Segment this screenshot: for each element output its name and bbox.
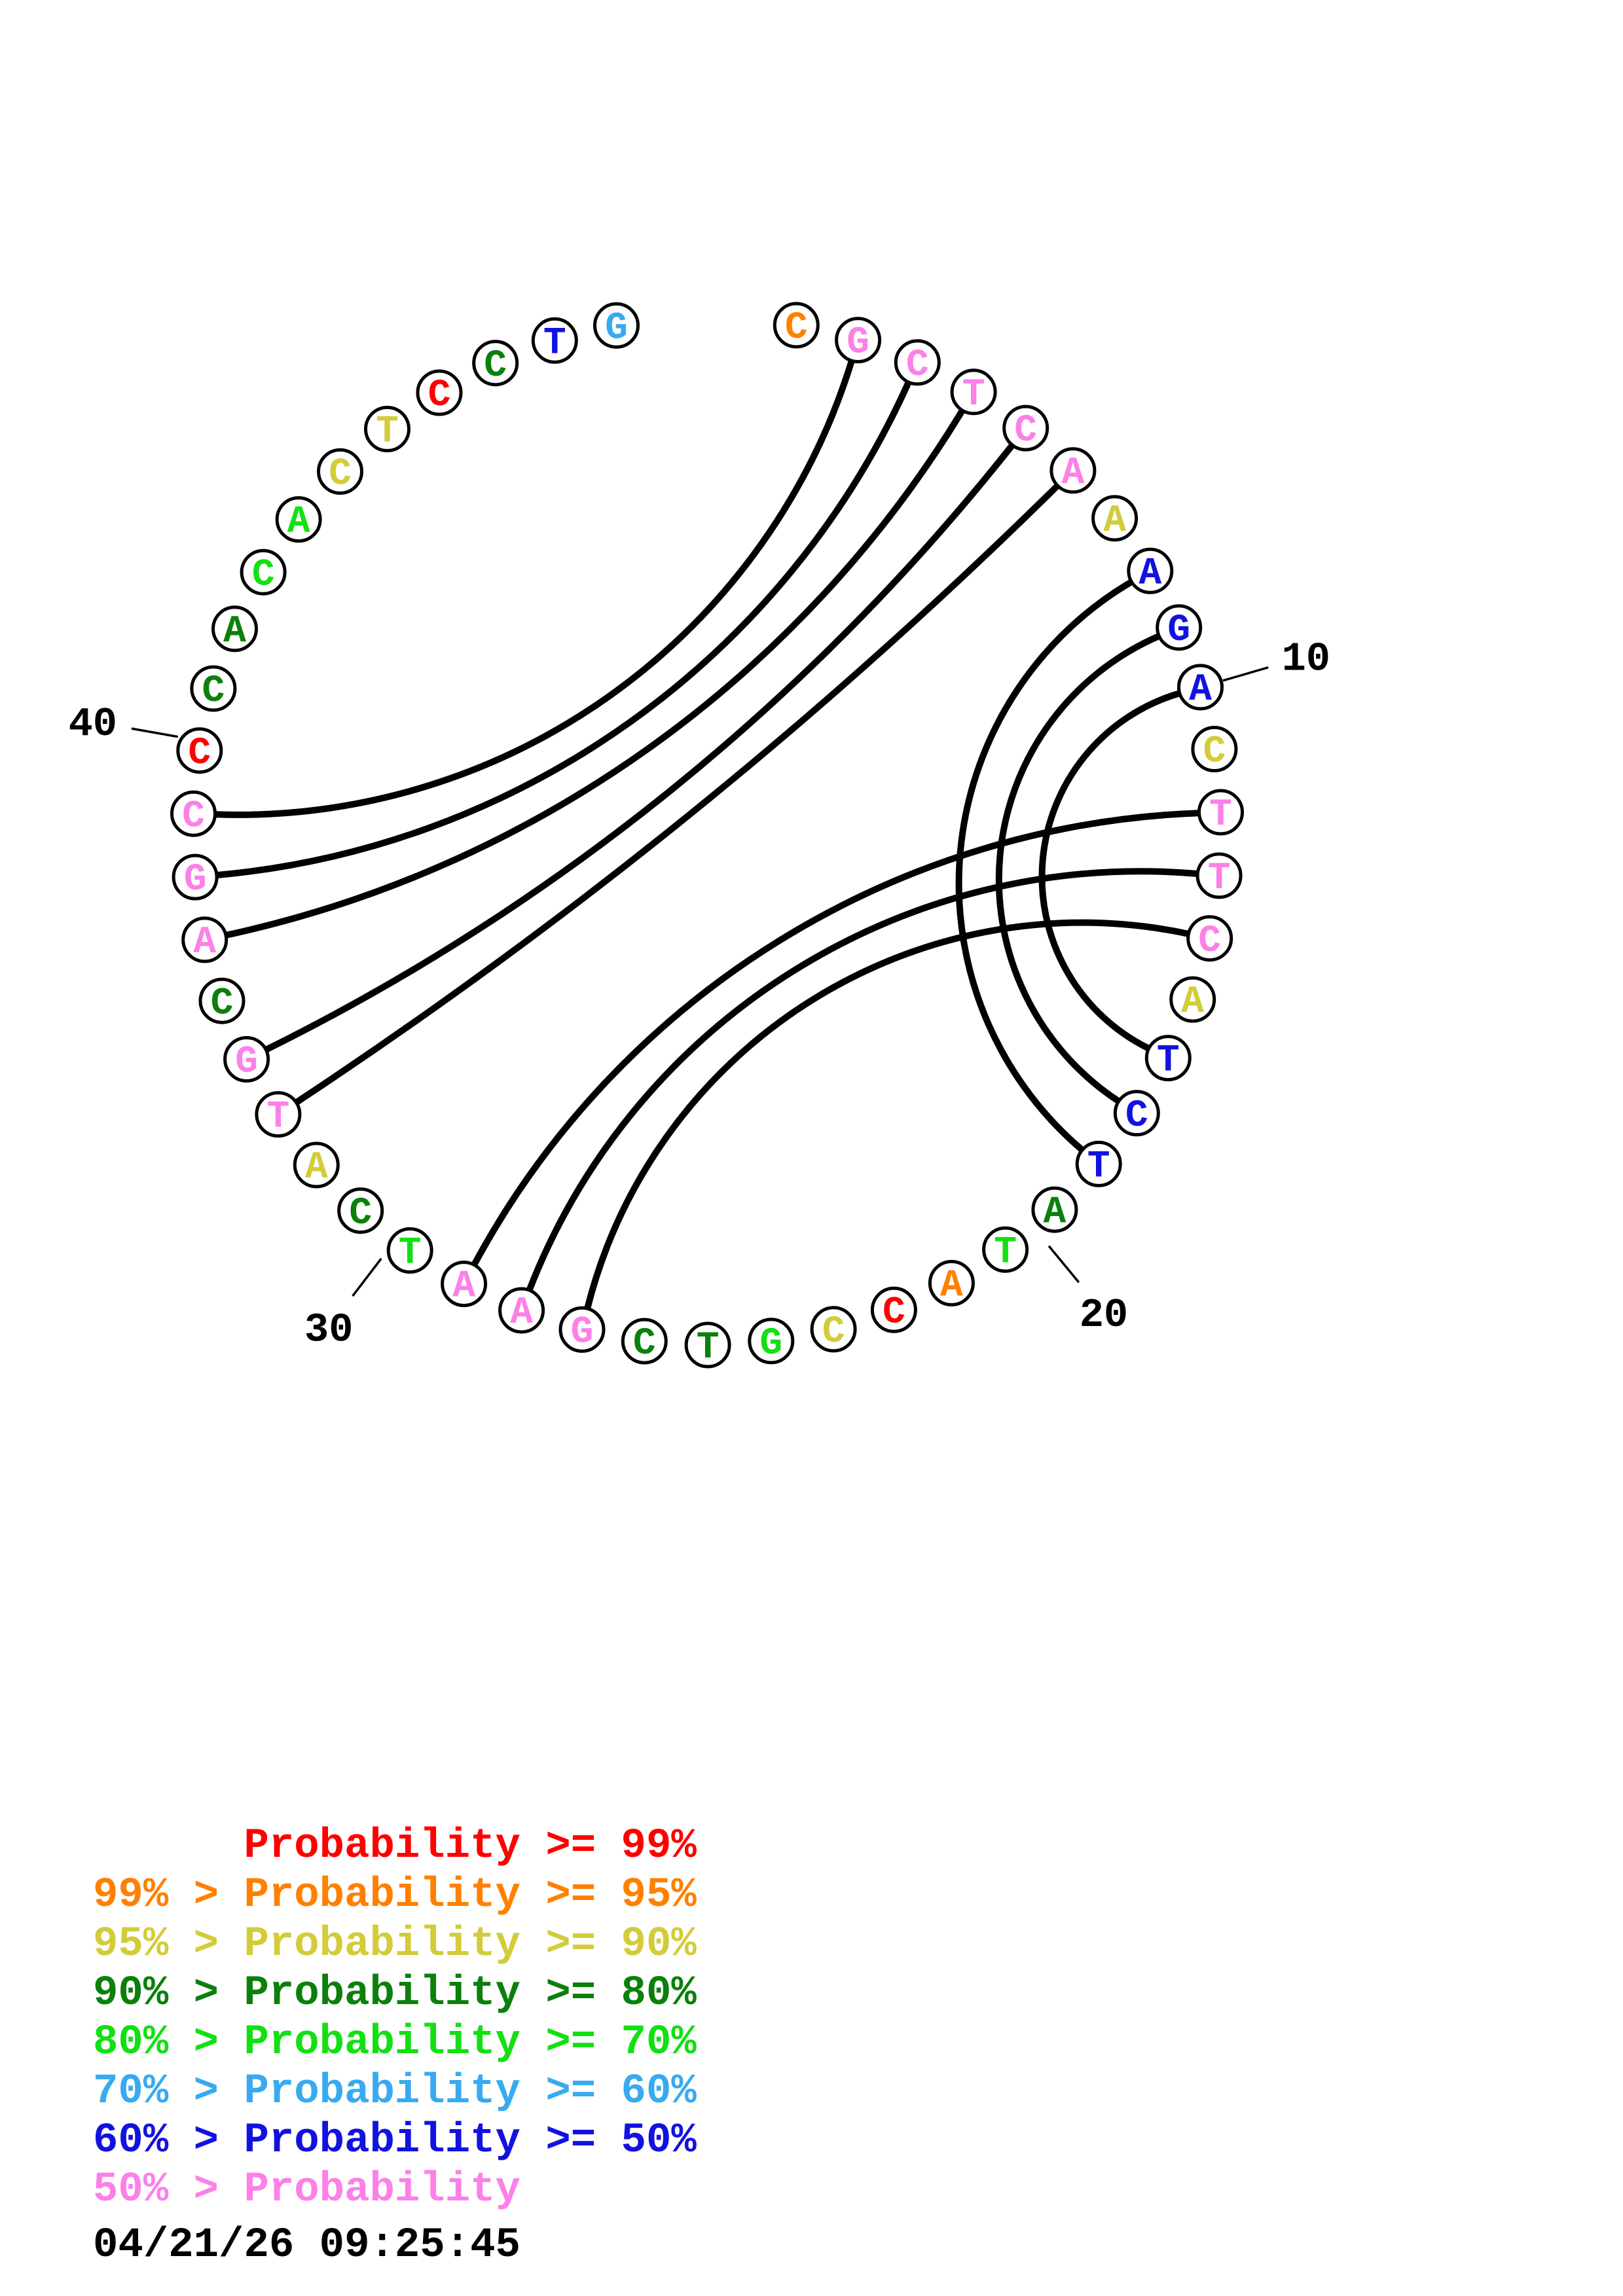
position-label: 30 xyxy=(304,1306,354,1354)
nucleotide-letter: C xyxy=(882,1291,905,1335)
nucleotide-letter: C xyxy=(349,1192,373,1235)
nucleotide-letter: G xyxy=(759,1323,783,1366)
nucleotide-letter: G xyxy=(605,307,628,350)
timestamp: 04/21/26 09:25:45 xyxy=(93,2222,520,2269)
nucleotide-letter: T xyxy=(266,1096,290,1139)
nucleotide-letter: A xyxy=(287,501,310,544)
nucleotide-letter: T xyxy=(1087,1145,1110,1189)
base-pair-arc xyxy=(215,361,852,815)
nucleotide-letter: A xyxy=(1139,552,1162,596)
nucleotide-letter: T xyxy=(1207,857,1231,901)
position-pointer-line xyxy=(1223,668,1268,681)
legend-row-prob-ge-99: Probability >= 99% xyxy=(93,1823,697,1870)
nucleotide-letter: T xyxy=(962,373,985,416)
nucleotide-letter: A xyxy=(1043,1191,1067,1234)
position-label: 10 xyxy=(1281,636,1331,683)
legend-row-prob-80-90: 90% > Probability >= 80% xyxy=(93,1970,697,2017)
nucleotide-letter: G xyxy=(1167,609,1191,652)
nucleotide-letter: C xyxy=(202,670,225,713)
nucleotide-letter: C xyxy=(822,1311,845,1354)
legend-row-prob-90-95: 95% > Probability >= 90% xyxy=(93,1921,697,1968)
position-label: 40 xyxy=(68,700,118,747)
nucleotide-letter: C xyxy=(784,307,808,350)
nucleotide-letter: A xyxy=(1181,981,1205,1024)
nucleotide-letter: T xyxy=(696,1327,720,1370)
nucleotide-letter: C xyxy=(1125,1094,1148,1138)
nucleotide-letter: G xyxy=(183,859,207,902)
base-pair-arc xyxy=(530,871,1198,1290)
legend-row-prob-95-99: 99% > Probability >= 95% xyxy=(93,1872,697,1919)
position-label: 20 xyxy=(1079,1292,1129,1339)
nucleotide-letter: G xyxy=(847,321,870,365)
position-pointer-line xyxy=(132,728,178,737)
base-pair-arc xyxy=(587,923,1188,1309)
nucleotide-letter: C xyxy=(905,344,929,387)
legend-row-prob-50-60: 60% > Probability >= 50% xyxy=(93,2117,697,2164)
nucleotide-letter: T xyxy=(376,410,399,454)
probability-legend xyxy=(93,1822,697,2215)
base-pair-arc xyxy=(474,813,1199,1265)
nucleotide-letter: A xyxy=(939,1265,963,1308)
nucleotide-letter: T xyxy=(398,1232,422,1275)
nucleotide-letter: C xyxy=(210,982,234,1026)
nucleotide-letter: A xyxy=(1061,452,1085,495)
nucleotide-letter: A xyxy=(452,1265,476,1308)
nucleotide-letter: A xyxy=(304,1147,328,1190)
nucleotide-letter: A xyxy=(1103,500,1127,543)
nucleotide-letter: C xyxy=(1203,730,1226,774)
nucleotide-letter: C xyxy=(1198,920,1222,963)
position-pointer-line xyxy=(353,1259,382,1296)
nucleotide-letter: A xyxy=(193,922,217,965)
legend-row-prob-70-80: 80% > Probability >= 70% xyxy=(93,2019,697,2066)
nucleotide-letter: T xyxy=(543,322,566,365)
nucleotide-letter: A xyxy=(510,1292,534,1335)
nucleotide-letter: T xyxy=(1156,1039,1180,1083)
legend-row-prob-60-70: 70% > Probability >= 60% xyxy=(93,2068,697,2115)
nucleotide-letter: G xyxy=(235,1041,259,1084)
nucleotide-letter: C xyxy=(188,732,211,775)
nucleotide-letter: G xyxy=(570,1311,594,1354)
legend-row-prob-lt-50: 50% > Probability xyxy=(93,2166,520,2214)
nucleotide-letter: C xyxy=(329,453,352,496)
nucleotide-letter: T xyxy=(1209,794,1232,837)
nucleotide-letter: C xyxy=(182,795,205,838)
nucleotide-letter: C xyxy=(251,554,275,597)
nucleotide-letter: A xyxy=(223,610,246,653)
nucleotide-letter: C xyxy=(632,1323,656,1366)
nucleotide-letter: C xyxy=(1014,410,1038,453)
nucleotide-letter: C xyxy=(484,344,507,387)
nucleotide-letter: A xyxy=(1189,669,1212,712)
nucleotide-letter: T xyxy=(994,1231,1017,1274)
nucleotide-letter: C xyxy=(428,374,451,418)
position-pointer-line xyxy=(1049,1246,1079,1283)
